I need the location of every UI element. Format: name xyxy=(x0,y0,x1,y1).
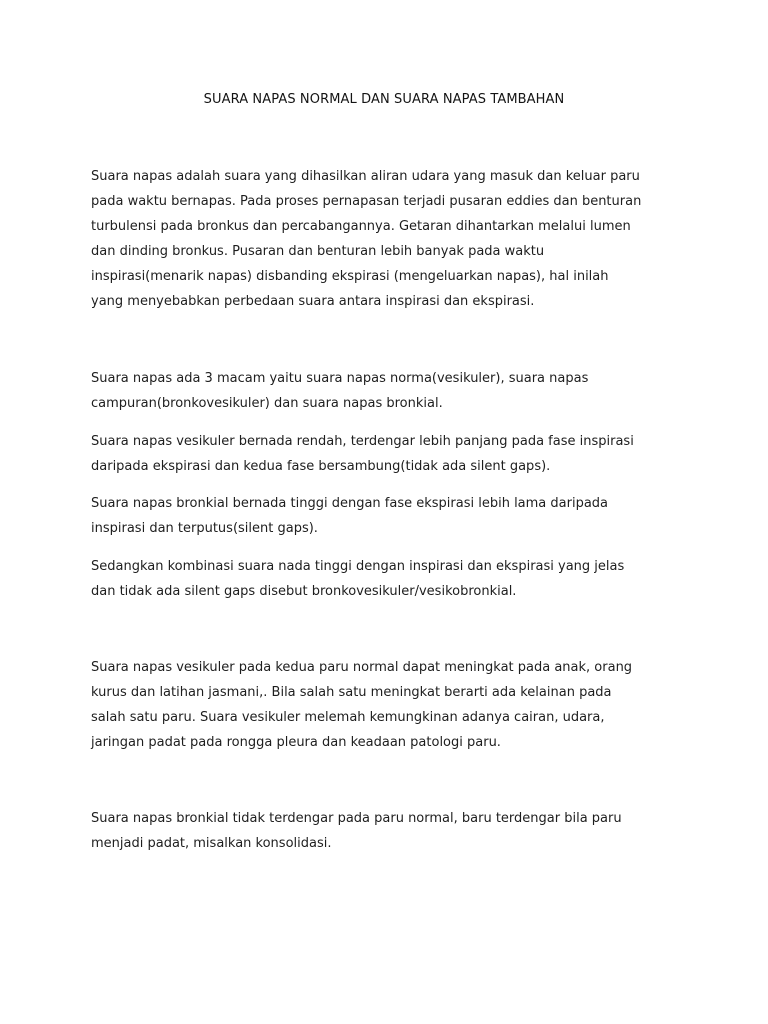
paragraph-line: jaringan padat pada rongga pleura dan keadaan patologi paru. xyxy=(91,735,501,750)
paragraph-line: Suara napas bronkial bernada tinggi dengan fase ekspirasi lebih lama daripada xyxy=(91,496,609,511)
paragraph-6 xyxy=(91,655,691,755)
paragraph-line: Suara napas vesikuler pada kedua paru normal dapat meningkat pada anak, orang xyxy=(91,660,633,675)
document-title: SUARA NAPAS NORMAL DAN SUARA NAPAS TAMBAHAN xyxy=(203,92,565,107)
paragraph-line: salah satu paru. Suara vesikuler melemah kemungkinan adanya cairan, udara, xyxy=(91,710,605,725)
paragraph-5 xyxy=(91,554,691,604)
paragraph-line: menjadi padat, misalkan konsolidasi. xyxy=(91,836,332,851)
paragraph-4 xyxy=(91,491,691,541)
paragraph-line: Suara napas bronkial tidak terdengar pada paru normal, baru terdengar bila paru xyxy=(91,811,622,826)
paragraph-line: Sedangkan kombinasi suara nada tinggi dengan inspirasi dan ekspirasi yang jelas xyxy=(91,559,625,574)
paragraph-line: Suara napas adalah suara yang dihasilkan aliran udara yang masuk dan keluar paru xyxy=(91,169,640,184)
paragraph-line: inspirasi dan terputus(silent gaps). xyxy=(91,521,318,536)
paragraph-line: Suara napas vesikuler bernada rendah, terdengar lebih panjang pada fase inspirasi xyxy=(91,434,634,449)
paragraph-line: inspirasi(menarik napas) disbanding ekspirasi (mengeluarkan napas), hal inilah xyxy=(91,269,609,284)
paragraph-line: turbulensi pada bronkus dan percabangannya. Getaran dihantarkan melalui lumen xyxy=(91,219,631,234)
paragraph-line: yang menyebabkan perbedaan suara antara inspirasi dan ekspirasi. xyxy=(91,294,535,309)
paragraph-2 xyxy=(91,366,691,416)
paragraph-line: Suara napas ada 3 macam yaitu suara napas norma(vesikuler), suara napas xyxy=(91,371,589,386)
paragraph-line: dan tidak ada silent gaps disebut bronkovesikuler/vesikobronkial. xyxy=(91,584,517,599)
paragraph-7 xyxy=(91,806,691,856)
paragraph-line: dan dinding bronkus. Pusaran dan benturan lebih banyak pada waktu xyxy=(91,244,545,259)
paragraph-line: daripada ekspirasi dan kedua fase bersambung(tidak ada silent gaps). xyxy=(91,459,551,474)
paragraph-line: kurus dan latihan jasmani,. Bila salah satu meningkat berarti ada kelainan pada xyxy=(91,685,612,700)
paragraph-line: campuran(bronkovesikuler) dan suara napas bronkial. xyxy=(91,396,443,411)
paragraph-line: pada waktu bernapas. Pada proses pernapasan terjadi pusaran eddies dan benturan xyxy=(91,194,642,209)
paragraph-3 xyxy=(91,429,691,479)
paragraph-1 xyxy=(91,164,691,314)
